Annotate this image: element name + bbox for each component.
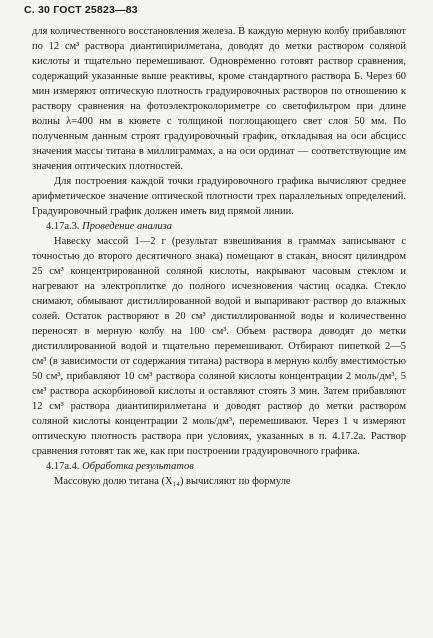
paragraph-calibration-procedure: для количественного восстановления железа. В каждую мерную колбу прибавляют по 12 см³ раствора диантипирилметана, доводят до метки раствором соляной кислоты и тщательно перемешивают. Одновременно готовят раствор сравнения, содержащий указанные выше реактивы, кроме стандартного раствора Б. Через 60 мин измеряют оптическую плотность градуировочных растворов по отношению к раствору сравнения на фотоэлектроколориметре со светофильтром при длине волны λ=400 нм в кювете с толщиной поглощающего свет слоя 50 мм. По полученным данным строят градуировочный график, откладывая на оси абсцисс значения массы титана в миллиграммах, а на оси ординат — соответствующие им значения оптических плотностей. (32, 26, 406, 172)
section-number: 4.17а.4. (46, 461, 80, 472)
paragraph-analysis-procedure: Навеску массой 1—2 г (результат взвешивания в граммах записывают с точностью до второго десятичного знака) помещают в стакан, вносят цилиндром 25 см³ концентрированной соляной кислоты, накрывают часовым стеклом и нагревают на электроплитке до полного исчезновения частиц осадка. Стекло снимают, обмывают дистиллированной водой и выпаривают раствор до влажных солей. Остаток растворяют в 20 см³ дистиллированной воды и количественно переносят в мерную колбу на 100 см³. Объем раствора доводят до метки дистиллированной водой и тщательно перемешивают. Отбирают пипеткой 2—5 см³ (в зависимости от содержания титана) раствора в мерную колбу вместимостью 50 см³, прибавляют 10 см³ раствора соляной кислоты концентрации 2 моль/дм³, 5 см³ раствора аскорбиновой кислоты и оставляют стоять 3 мин. Затем прибавляют 12 см³ раствора диантипирилметана и доводят раствор до метки раствором соляной кислоты концентрации 2 моль/дм³, перемешивают. Через 1 ч измеряют оптическую плотность раствора при условиях, указанных в п. 4.17.2а. Раствор сравнения готовят так же, как при построении градуировочного графика. (32, 236, 406, 457)
section-heading-results (32, 459, 406, 474)
page-header: С. 30 ГОСТ 25823—83 (24, 4, 138, 16)
section-title: Обработка результатов (82, 461, 194, 472)
document-body (32, 24, 406, 489)
section-title: Проведение анализа (82, 221, 172, 232)
paragraph-calibration-graph: Для построения каждой точки градуировочного графика вычисляют среднее арифметическое значение оптической плотности трех параллельных определений. Градуировочный график должен иметь вид прямой линии. (32, 176, 406, 217)
paragraph-formula-intro: Массовую долю титана (X₁₄) вычисляют по формуле (54, 476, 291, 487)
section-heading-analysis (32, 219, 406, 234)
section-number: 4.17а.3. (46, 221, 80, 232)
